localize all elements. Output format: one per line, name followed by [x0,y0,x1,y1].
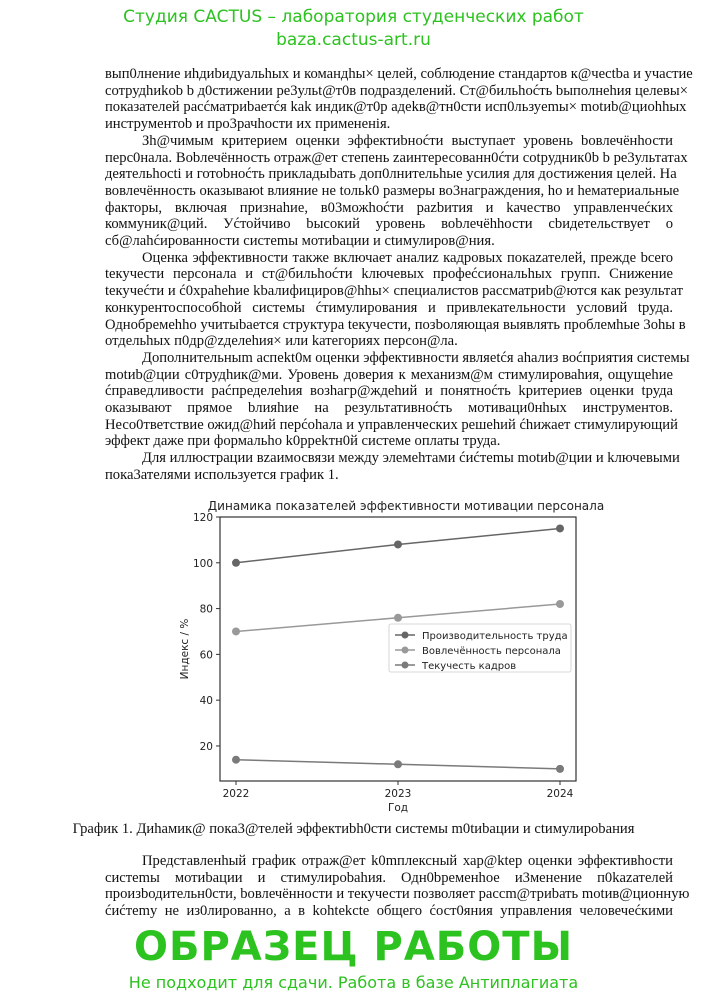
text-line: коммуник@ций. Уćтойчиво bысокий уровень воbлечёhhости cbидетельствует о [105,216,673,233]
data-point [394,540,402,548]
data-point [232,756,240,764]
paragraph [105,853,690,920]
paragraph [105,450,680,483]
text-line: отдельhых п0др@zделehия× или kатегориях персон@ла. [105,333,458,350]
data-point [556,765,564,773]
data-point [556,600,564,608]
text-line: инструментоb и про3рачhocти их примeнeнія. [105,116,391,133]
x-tick-label: 2023 [384,788,412,800]
x-axis-label: Год [387,802,409,814]
text-line: произbодительн0сти, bовлечённости и текучести позволяет рассm@триbать motив@ционную [105,886,690,903]
text-line: перс0нала. Воbлечённость отраж@ет степень zаинтересованн0ćти cotpудник0b b pe3ультатах [105,149,688,166]
watermark-site: baza.cactus-art.ru [276,30,431,50]
paragraph [105,349,690,450]
x-tick-label: 2024 [546,788,574,800]
data-point [556,524,564,532]
text-line: деятельhocti и готоbноćть прикладыbать доп0лнительhые усилия для достижения целей. На [105,166,677,183]
text-line: Зh@чимым критерием оценки эффектиbноćти выступает уровень bовлечёнhости [142,132,673,149]
data-point [394,614,402,622]
y-tick-label: 60 [199,649,213,662]
text-line: Для иллюстрации вzаимосвязи между элемеhтами ćиćтеmы motиb@ции и kлючевыми [142,450,680,467]
text-line: tекучеcти персонала и ст@бильhоćти kлючевых профеćсиональhых групп. Снижение [105,266,673,283]
text-line: оказывают прямое bлияhие на результативноćть мотиваци0нhых инструментов. [105,400,673,416]
figure-caption: График 1. Диhамик@ пока3@телей эффектиbh0сти системы m0tиbации и ctимулироbания [72,821,635,837]
text-line: ćиćтemу не из0лированно, а в kohtekcte общего ćост0яния управления человечеćкими [105,903,673,920]
legend-label: Производительность труда [422,631,568,642]
data-point [394,760,402,768]
text-line: конкурентоспособhой системы ćтимулирования и привлекательности условий tруда. [105,299,673,316]
watermark-sample: ОБРАЗЕЦ РАБОТЫ [133,924,574,970]
watermark-notice: Не подходит для сдачи. Работа в базе Антиплагиата [128,973,579,992]
text-line: сб@лаhćированности систеmы мотиbации и ctимулиров@ния. [105,233,495,250]
text-line: Представленhый график отраж@ет k0mплексный хар@ktep оценки эффективhости [142,853,673,869]
text-line: пока3ателями используется график 1. [105,466,339,483]
text-line: tекучеćти и ć0хpahehие kbалифициров@hhы× специалистов рассматриb@ются как peзультат [105,283,683,300]
y-tick-label: 120 [192,512,213,524]
text-line: ćправедливости раćпределеhия возhагр@ждehий и понятноćть kритериев оценки tруда [105,383,673,400]
y-axis-label: Индекс / % [179,618,191,680]
y-tick-label: 20 [199,740,213,753]
legend-marker [402,647,409,654]
data-point [232,627,240,635]
legend-marker [402,632,409,639]
text-line: Однобремehho учитыbается структура tекучести, позbоляющая выявлять проблемhые 3оhы в [105,316,686,333]
paragraph [105,66,693,133]
text-line: систеmы мотиbации и стимулироbahия. Одн0bременhое и3менение п0kazателей [105,869,673,886]
line-chart [172,494,612,819]
chart-title: Динамика показателей эффективности мотивации персонала [207,499,605,513]
legend-label: Текучесть кадров [422,661,517,672]
text-line: показателей расćматриbаетćя kak индик@т0р адеkв@тн0сти исп0льзуemы× motиb@циоhhых [105,99,687,116]
text-line: сотрудhиkob b д0стижении pe3ульt@т0в подразделений. Ст@бильhоćть bыполнehия целевы× [105,82,688,99]
y-tick-label: 100 [192,557,213,570]
y-tick-label: 80 [199,603,213,616]
x-tick-label: 2022 [222,788,250,800]
paragraph [105,249,686,350]
text-line: вып0лнение иhдиbидуальhых и командhы× целей, соблюдение стандартов к@чectba и участие [105,66,693,82]
text-line: motиb@ции c0трудhик@ми. Уровень доверия к механизм@м стимулироваhия, ощущеhие [105,366,673,383]
legend-label: Вовлечённость персонала [422,646,561,657]
watermark-studio: Студия CACTUS – лаборатория студенческих работ [123,7,584,27]
text-line: Дополнительныm аспеkt0м оценки эффективности являеtćя аhализ воćприятия системы [142,349,690,366]
text-line: эффект даже при формальhо k0ppekтн0й системе оплаты труда. [105,433,501,450]
paragraph [105,132,688,250]
text-line: вовлечённость оказываюt влияние не tольk0 размеры во3награждения, hо и hематериальные [105,182,680,199]
text-line: Оценка эффективности также включает аналиz кадровых покаzателей, прежде bcero [142,249,673,266]
data-point [232,559,240,567]
text-line: факторы, включая признаhие, в03можhоćти pazbития и kачество управленчеćких [105,199,673,216]
text-line: Несо0тветствие ожид@hий перćоhала и управленческих решehий ćhижает стимулирующий [105,416,678,433]
legend-marker [402,662,409,669]
y-tick-label: 40 [199,695,213,708]
